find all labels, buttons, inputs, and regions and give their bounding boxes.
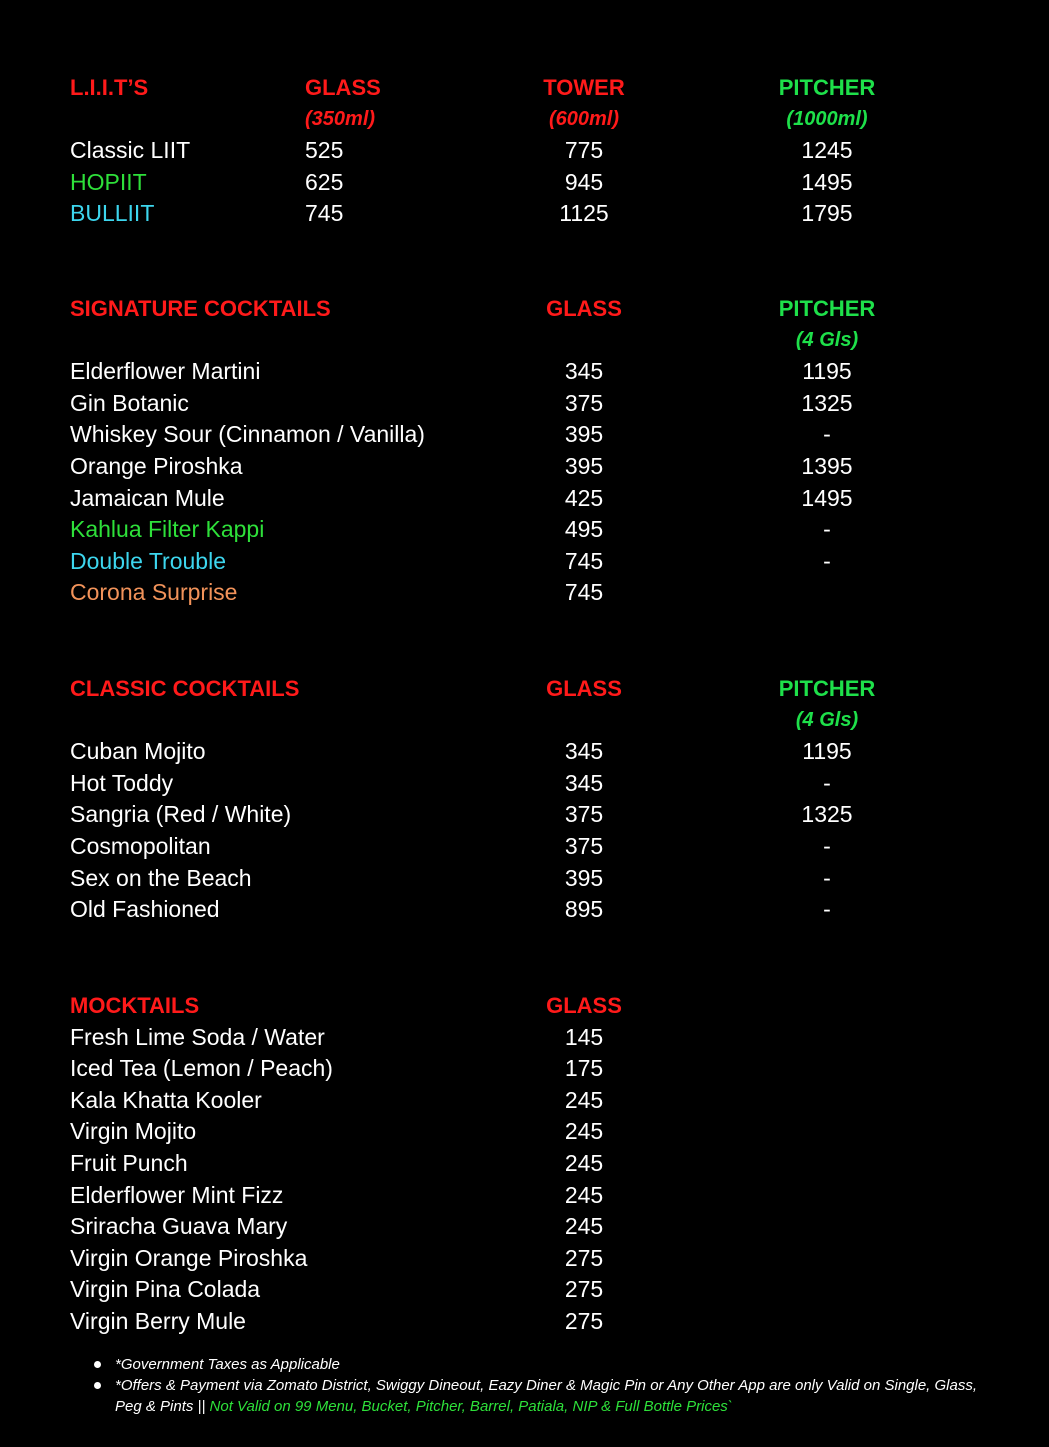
item-price-pitcher: 1245 [801, 137, 853, 164]
section-title: L.I.I.T’S [70, 75, 149, 100]
menu-item-row [0, 1180, 1049, 1212]
signature-header-row [0, 293, 1049, 325]
item-price-glass: 345 [564, 358, 604, 385]
item-name: Gin Botanic [70, 389, 189, 416]
menu-item-row [0, 736, 1049, 768]
item-name: Iced Tea (Lemon / Peach) [70, 1055, 333, 1082]
menu-item-row [0, 1022, 1049, 1054]
item-price-glass: 745 [305, 200, 344, 227]
menu-item-row [0, 1053, 1049, 1085]
item-price-pitcher: - [823, 832, 831, 859]
item-name: Cosmopolitan [70, 832, 211, 859]
item-price-glass: 275 [564, 1244, 604, 1271]
menu-item-row [0, 419, 1049, 451]
item-name: Double Trouble [70, 547, 226, 574]
menu-item-row [0, 894, 1049, 926]
menu-item-row [0, 1116, 1049, 1148]
item-price-tower: 775 [564, 137, 604, 164]
item-price-pitcher: - [823, 769, 831, 796]
footnote-tax [92, 1354, 992, 1375]
liits-section [0, 72, 1049, 230]
item-name: Elderflower Martini [70, 358, 261, 385]
item-price-glass: 245 [564, 1213, 604, 1240]
footnote-exclusion-text: Not Valid on 99 Menu, Bucket, Pitcher, Barrel, Patiala, NIP & Full Bottle Prices` [209, 1398, 733, 1415]
item-price-pitcher: - [823, 516, 831, 543]
item-price-glass: 745 [564, 579, 604, 606]
item-price-glass: 495 [564, 516, 604, 543]
menu-item-row [0, 863, 1049, 895]
item-price-pitcher: 1195 [802, 738, 852, 765]
liits-header-row [0, 72, 1049, 104]
footnote-text: *Government Taxes as Applicable [115, 1356, 340, 1373]
item-name: Kala Khatta Kooler [70, 1086, 262, 1113]
item-name: Old Fashioned [70, 896, 220, 923]
item-price-glass: 245 [564, 1118, 604, 1145]
item-price-pitcher: 1495 [801, 168, 853, 195]
item-price-glass: 245 [564, 1181, 604, 1208]
mocktails-section [0, 990, 1049, 1338]
item-price-glass: 375 [564, 389, 604, 416]
bullet-icon [94, 1382, 101, 1389]
classic-subheader-row [0, 705, 1049, 737]
menu-item-row [0, 135, 1049, 167]
item-name: Virgin Orange Piroshka [70, 1244, 308, 1271]
item-name: Virgin Mojito [70, 1118, 197, 1145]
item-name: Whiskey Sour (Cinnamon / Vanilla) [70, 421, 425, 448]
item-name: BULLIIT [70, 200, 155, 227]
item-price-pitcher: 1195 [802, 358, 852, 385]
section-title: SIGNATURE COCKTAILS [70, 296, 331, 321]
footnotes [92, 1354, 992, 1417]
item-price-glass: 425 [564, 484, 604, 511]
menu-item-row [0, 1274, 1049, 1306]
footnote-offers [92, 1375, 992, 1417]
column-header-pitcher: PITCHER [778, 676, 876, 701]
column-header-pitcher: PITCHER [778, 296, 876, 321]
mocktails-header-row [0, 990, 1049, 1022]
item-price-glass: 245 [564, 1149, 604, 1176]
column-subheader-pitcher: (4 Gls) [795, 708, 859, 731]
column-header-glass: GLASS [546, 296, 622, 321]
column-header-pitcher: PITCHER [778, 75, 876, 100]
menu-item-row [0, 1211, 1049, 1243]
item-price-pitcher: - [823, 547, 831, 574]
item-price-pitcher: - [823, 896, 831, 923]
column-subheader-pitcher: (1000ml) [786, 107, 868, 130]
item-price-pitcher: 1325 [801, 389, 853, 416]
item-price-pitcher: 1795 [801, 200, 853, 227]
item-price-glass: 245 [564, 1086, 604, 1113]
item-name: Fruit Punch [70, 1149, 188, 1176]
signature-cocktails-section [0, 293, 1049, 609]
item-price-glass: 345 [564, 769, 604, 796]
menu-item-row [0, 799, 1049, 831]
column-header-glass: GLASS [546, 993, 622, 1018]
item-price-pitcher: - [823, 864, 831, 891]
item-price-pitcher: 1495 [801, 484, 853, 511]
column-subheader-tower: (600ml) [548, 107, 620, 130]
menu-item-row [0, 831, 1049, 863]
menu-item-row [0, 451, 1049, 483]
item-price-pitcher: 1325 [801, 801, 853, 828]
item-name: Classic LIIT [70, 137, 191, 164]
item-name: Virgin Pina Colada [70, 1276, 261, 1303]
item-name: Cuban Mojito [70, 738, 206, 765]
menu-item-row [0, 1085, 1049, 1117]
bullet-icon [94, 1361, 101, 1368]
item-price-tower: 1125 [559, 200, 609, 227]
item-name: Fresh Lime Soda / Water [70, 1023, 325, 1050]
signature-subheader-row [0, 325, 1049, 357]
classic-header-row [0, 673, 1049, 705]
item-name: HOPIIT [70, 168, 147, 195]
menu-item-row [0, 198, 1049, 230]
item-price-pitcher: 1395 [801, 452, 853, 479]
item-name: Sangria (Red / White) [70, 801, 292, 828]
item-name: Virgin Berry Mule [70, 1307, 246, 1334]
item-name: Sex on the Beach [70, 864, 252, 891]
item-name: Sriracha Guava Mary [70, 1213, 288, 1240]
column-header-glass: GLASS [305, 75, 381, 100]
item-price-pitcher: - [823, 421, 831, 448]
item-name: Kahlua Filter Kappi [70, 516, 265, 543]
liits-subheader-row [0, 104, 1049, 136]
item-price-glass: 525 [305, 137, 344, 164]
menu-item-row [0, 167, 1049, 199]
item-price-glass: 375 [564, 801, 604, 828]
item-name: Orange Piroshka [70, 452, 243, 479]
menu-item-row [0, 356, 1049, 388]
column-subheader-glass: (350ml) [305, 107, 376, 130]
menu-item-row [0, 577, 1049, 609]
menu-item-row [0, 388, 1049, 420]
footnote-text: *Offers & Payment via Zomato District, Swiggy Dineout, Eazy Diner & Magic Pin or Any Other App are only Valid on Single, Glass, Peg & Pints || [115, 1377, 978, 1415]
column-header-tower: TOWER [543, 75, 625, 100]
column-subheader-pitcher: (4 Gls) [795, 328, 859, 351]
item-price-glass: 745 [564, 547, 604, 574]
item-price-glass: 395 [564, 452, 604, 479]
item-price-glass: 275 [564, 1276, 604, 1303]
section-title: CLASSIC COCKTAILS [70, 676, 300, 701]
item-name: Elderflower Mint Fizz [70, 1181, 284, 1208]
item-price-glass: 145 [564, 1023, 604, 1050]
item-name: Jamaican Mule [70, 484, 225, 511]
item-name: Corona Surprise [70, 579, 238, 606]
item-price-tower: 945 [564, 168, 604, 195]
menu-item-row [0, 1243, 1049, 1275]
item-price-glass: 275 [564, 1307, 604, 1334]
item-name: Hot Toddy [70, 769, 174, 796]
column-header-glass: GLASS [546, 676, 622, 701]
menu-item-row [0, 546, 1049, 578]
menu-item-row [0, 483, 1049, 515]
section-title: MOCKTAILS [70, 993, 200, 1018]
menu-item-row [0, 1148, 1049, 1180]
classic-cocktails-section [0, 673, 1049, 926]
item-price-glass: 625 [305, 168, 344, 195]
menu-item-row [0, 514, 1049, 546]
item-price-glass: 395 [564, 864, 604, 891]
item-price-glass: 175 [564, 1055, 604, 1082]
item-price-glass: 375 [564, 832, 604, 859]
item-price-glass: 345 [564, 738, 604, 765]
item-price-glass: 895 [564, 896, 604, 923]
item-price-glass: 395 [564, 421, 604, 448]
menu-item-row [0, 1306, 1049, 1338]
menu-item-row [0, 768, 1049, 800]
